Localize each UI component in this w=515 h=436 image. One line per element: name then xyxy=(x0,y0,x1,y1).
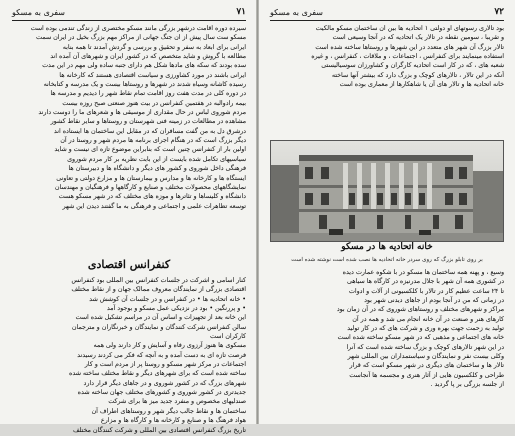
text-line: مشاهده در مطالعات در زمینه فنی شهرستان و روستاها و سایر نقاط کشور xyxy=(50,118,246,126)
text-line: تالار ها و ساختمان های دیگری در شهر مسکو است که قرار xyxy=(349,362,504,370)
text-line: خانه اتحادیه ها و تالار های آن یا شاهکارها از معماری بوده است xyxy=(339,81,504,89)
text-line: سالن کنفرانس شرکت کنندگان و نمایندگان و خبرنگاران و مترجمان xyxy=(71,323,246,331)
text-line: تالار بزرگ آن شهر های متعدد در این شهرها و روستاها ساخته شده است xyxy=(315,43,504,51)
left-running-head: سفری به مسکو xyxy=(12,7,65,17)
book-gutter xyxy=(256,0,259,424)
text-line: وسیع ، و پهنه همه ساختمان ها مسکو در با شکوه عمارت دیده xyxy=(342,269,504,276)
text-line: بود تالاری رسوتهای او دولتی ۱ اتحادیه ها بین ان ساختمان مسکو مالکیت xyxy=(315,25,504,32)
text-line: ایستگاه ها و کارخانه ها و مدارس و بیمارستان ها و مزارع دولتی و تعاونی xyxy=(56,174,246,182)
text-line: فرصت تازه ای به دست آمده و به آنچه که فکر می کردند رسیدند xyxy=(77,351,246,359)
text-line: شهرهای بزرگ که در کشور شوروی و در جاهای دیگر قرار دارد xyxy=(83,379,246,387)
right-page xyxy=(264,0,510,424)
text-line: توسعه تظاهرات علمی و اجتماعی و فرهنگی به ما گفتند دیدن این شهر xyxy=(62,202,246,210)
text-line: درشرق دل به من گفت مسافران که در مقابل این ساختمان ها ایستاده اند xyxy=(53,127,246,135)
text-line: وکلی بیست نفر و نمایندگان و سیاستمداران بین المللی شهر xyxy=(347,353,504,361)
text-line: در کشوری همه آن شهر با جلال مدرنیزه در کارگاه ها سیاهی xyxy=(346,278,504,286)
left-page xyxy=(6,0,252,434)
text-line: مطالعه با گروش و شاید متخصص که در کشور ایران و شهرهای آن آمده اند xyxy=(50,53,246,61)
text-line: و تقریبا ، سومین نقطه در تالار یک اتحادیه که در آنجا وسیعی است xyxy=(332,34,504,42)
text-line: تاریخ بزرگ کنفرانس اقتصادی بین المللی و شرکت کنندگان مختلف xyxy=(72,426,246,434)
text-line: ساخته شده است که برای شهرهای دیگر و نقاط مختلف ساخته شده xyxy=(69,370,246,378)
right-page-number: ٧٢ xyxy=(494,7,504,17)
right-running-head: سفری به مسکو xyxy=(270,7,323,17)
text-line: ایرانی باشند در مورد کشاورزی و سیاست اقتصادی هستند که کارخانه ها xyxy=(59,71,246,79)
text-line: تا ۲۴ ساعت عظیم کار در تالار با کلکسیونی از آلات و ادوات xyxy=(348,287,504,295)
text-line: این خانه بعد از تجهیزات و اساس آن در مراسم تشکیل شده است xyxy=(75,314,246,322)
building-photo-illustration xyxy=(270,141,503,241)
text-line: سیاسیهای تکامل شده بایست از این بابت نظریه بر کار مردم شوروی xyxy=(67,155,246,163)
text-line: مراکز و شهرهای مختلف و روستاهای شوروی که در آن زمان بود xyxy=(336,306,504,314)
text-line: اجتماعات در مرکز شهر مسکو و روستا پر از مردم است و کار xyxy=(84,361,246,369)
left-body-text-bottom xyxy=(12,276,246,436)
text-line: هواد فرهنگ ها و صنایع و کارخانه ها و کارگاه ها و مزارع xyxy=(100,417,246,425)
text-line: سده بودند که سکه های مادها شکل هم دارای جنبه ساده ولی مهم در این مدت xyxy=(42,62,246,70)
text-line: کارکران است xyxy=(209,333,246,341)
text-line: در این شهر تالارهای کوچک و بزرگ ساخته شده است که آنرا xyxy=(346,343,504,351)
left-page-header xyxy=(12,4,246,21)
text-line: طراحی و کلکسیون هایی از آثار هنری و مجسمه ها آنجاست xyxy=(349,371,504,379)
right-body-text-top xyxy=(270,24,504,138)
photo-caption-note: بر روی تابلو بزرگ که روی سردر خانه اتحادیه ها نصب شده است نوشته شده است xyxy=(291,257,483,263)
text-line: رسیده کاشانه وسیاه شدند در شهرها و روستاها بیست و یک مدرسه و کتابخانه xyxy=(43,81,246,89)
text-line: شعبه های ، که در کار است اتحادیه کارگران و کشاورزان سوسیالیستی xyxy=(321,62,504,70)
text-line: ایرانی برای ابعاد به سفر و تحقیق و بررسی و گردش آمدند تا همه بنابه xyxy=(62,43,246,51)
photo-caption: خانه اتحادیه ها در مسکو xyxy=(341,242,433,252)
left-body-text-top xyxy=(12,24,246,256)
text-line: • خانه اتحادیه ها • در کنفرانس و در جلسات آن کوشش شد xyxy=(89,295,246,303)
text-line: دانشگاه و کلیساها و تئاترها و موزه های مختلف که در شهر مسکو هست xyxy=(58,193,246,201)
text-line: کنار اسامی و اشرکت در جلسات کنفرانس بین المللی بود کنفرانس xyxy=(71,277,246,284)
text-line: صندلیهای مخصوص و منفرد جدید میز ها برای شرکت xyxy=(108,398,246,406)
text-line: در دوره کلی در مدت هفت روز اقامت تمام نقاط شهر را دیدیم و مدرسه ها xyxy=(50,90,246,98)
right-page-header xyxy=(270,4,504,21)
text-line: نمایشگاههای محصولات مختلف و صنایع و کارگاهها و فرهنگیان و مهندسان xyxy=(54,183,246,191)
right-body-text-bottom xyxy=(270,268,504,424)
text-line: سیرده دوره اقامت درشهر بزرگی مانند مسکو مختصری از زندگی تندمی بوده است xyxy=(30,25,246,32)
text-line: جدیدتری در کشور شوروی و کشورهای مختلف جهان ساخته شده xyxy=(77,389,246,397)
text-line: در زمانی که من در آنجا بودم از جاهای دیدنی شهر بود xyxy=(364,297,504,305)
text-line: کارهای هنر و صنعت در آن خانه انجام می شد و همه در آن xyxy=(352,315,504,323)
text-line: تولید به زحمت جهت بهره وری و شرکت های که در کار تولید xyxy=(347,325,504,333)
text-line: • و پررنگین • بود در نزدیکی عمل مسکو و بوجود آمد xyxy=(106,305,246,313)
text-line: فرهنگی داخل شوروی و کشور های دیگر و دانشگاه ها و دبیرستان ها xyxy=(68,165,246,173)
text-line: مردم شوروی لباس در حال مقداری از موسیقی ها و شعرهای ما را دوست دارند xyxy=(38,109,246,117)
text-line: خانه های اجتماعی و مذهبی که در شهر مسکو ساخته شده است xyxy=(337,334,504,342)
text-line: مسکوی ها هنوز آرزوی رفاه و آسایش و کار دارند ولی همه xyxy=(93,342,246,350)
text-line: آنکه در این تالار ، تالارهای کوچک و بزرگ دارد که بیشتر آنها ساخته xyxy=(331,71,504,79)
text-line: مسکو ست سال پیش از ان جنگ جهانی از مراکز مهم بزرگ بخیل در ایران سمت xyxy=(36,34,246,42)
text-line: دیگر بزرگ است که در هنگام اجرای برنامه ها مردم شهر و روستا در آن xyxy=(60,137,246,145)
text-line: اولین بار از کنفرانس چنین است که بنابراین موضوع تازه ای نیست و شاید xyxy=(54,146,246,154)
section-title: کنفرانس اقتصادی xyxy=(87,258,171,271)
text-line: استفاده مینمایند برای کنفرانس ، اجتماعات ، و ملاقات ، کنفرانس ، و غیره xyxy=(311,53,504,61)
text-line: بیمه رادوالبه در هفتمین کنفرانس در بیت هنوز صنعتی صبح روزه بیست xyxy=(62,99,246,107)
text-line: اقتصادی بزرگی از نمایندگان معروف ممالک جهان و از نقاط مختلف xyxy=(71,286,246,294)
building-photo xyxy=(270,140,504,242)
text-line: از جلسه بزرگی بر پا گردید . xyxy=(430,381,504,389)
left-page-number: ٧١ xyxy=(236,7,246,17)
text-line: ساختمان ها و نقاط جالب دیگر شهر و روستاهای اطراف آن xyxy=(91,407,246,415)
